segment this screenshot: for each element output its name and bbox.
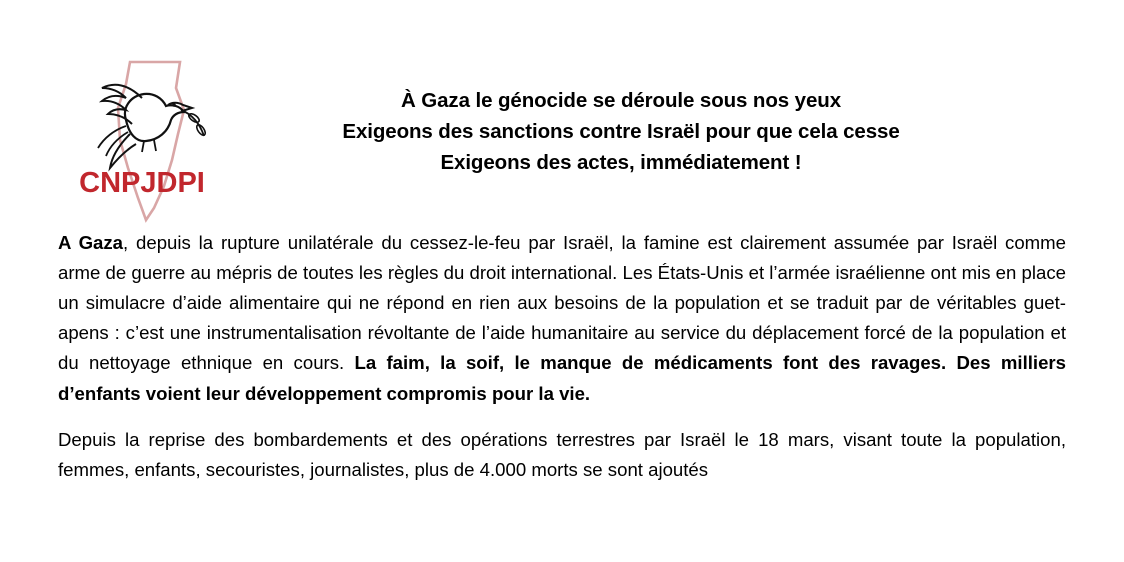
dove-olive-branch-map-logo-icon <box>68 48 218 228</box>
document-body <box>0 228 1124 485</box>
document-title <box>218 48 1064 178</box>
document-header <box>0 0 1124 228</box>
logo-acronym-text: CNPJDPI <box>79 167 205 199</box>
title-line-3: Exigeons des actes, immédiatement ! <box>440 150 802 174</box>
title-line-1: À Gaza le génocide se déroule sous nos yeux <box>400 89 841 112</box>
organization-logo <box>68 48 218 228</box>
paragraph-2: Depuis la reprise des bombardements et des opérations terrestres par Israël le 18 mars, visant toute la population, femmes, enfants, secouristes, journalistes, plus de 4.000 morts se sont ajoutés <box>58 428 1066 480</box>
paragraph-1: A Gaza, depuis la rupture unilatérale du cessez-le-feu par Israël, la famine est clairement assumée par Israël comme arme de guerre au mépris de toutes les règles du droit international. Les États-Unis et l’armée israélienne ont mis en place un simulacre d’aide alimentaire qui ne répond en rien aux besoins de la population et se traduit par de véritables guet-apens : c’est une instrumentalisation révoltante de l’aide humanitaire au service du déplacement forcé de la population et du nettoyage ethnique en cours. La faim, la soif, le manque de médicaments font des ravages. Des milliers d’enfants voient leur développement compromis pour la vie. <box>58 232 1066 404</box>
title-line-2: Exigeons des sanctions contre Israël pour que cela cesse <box>342 119 900 143</box>
